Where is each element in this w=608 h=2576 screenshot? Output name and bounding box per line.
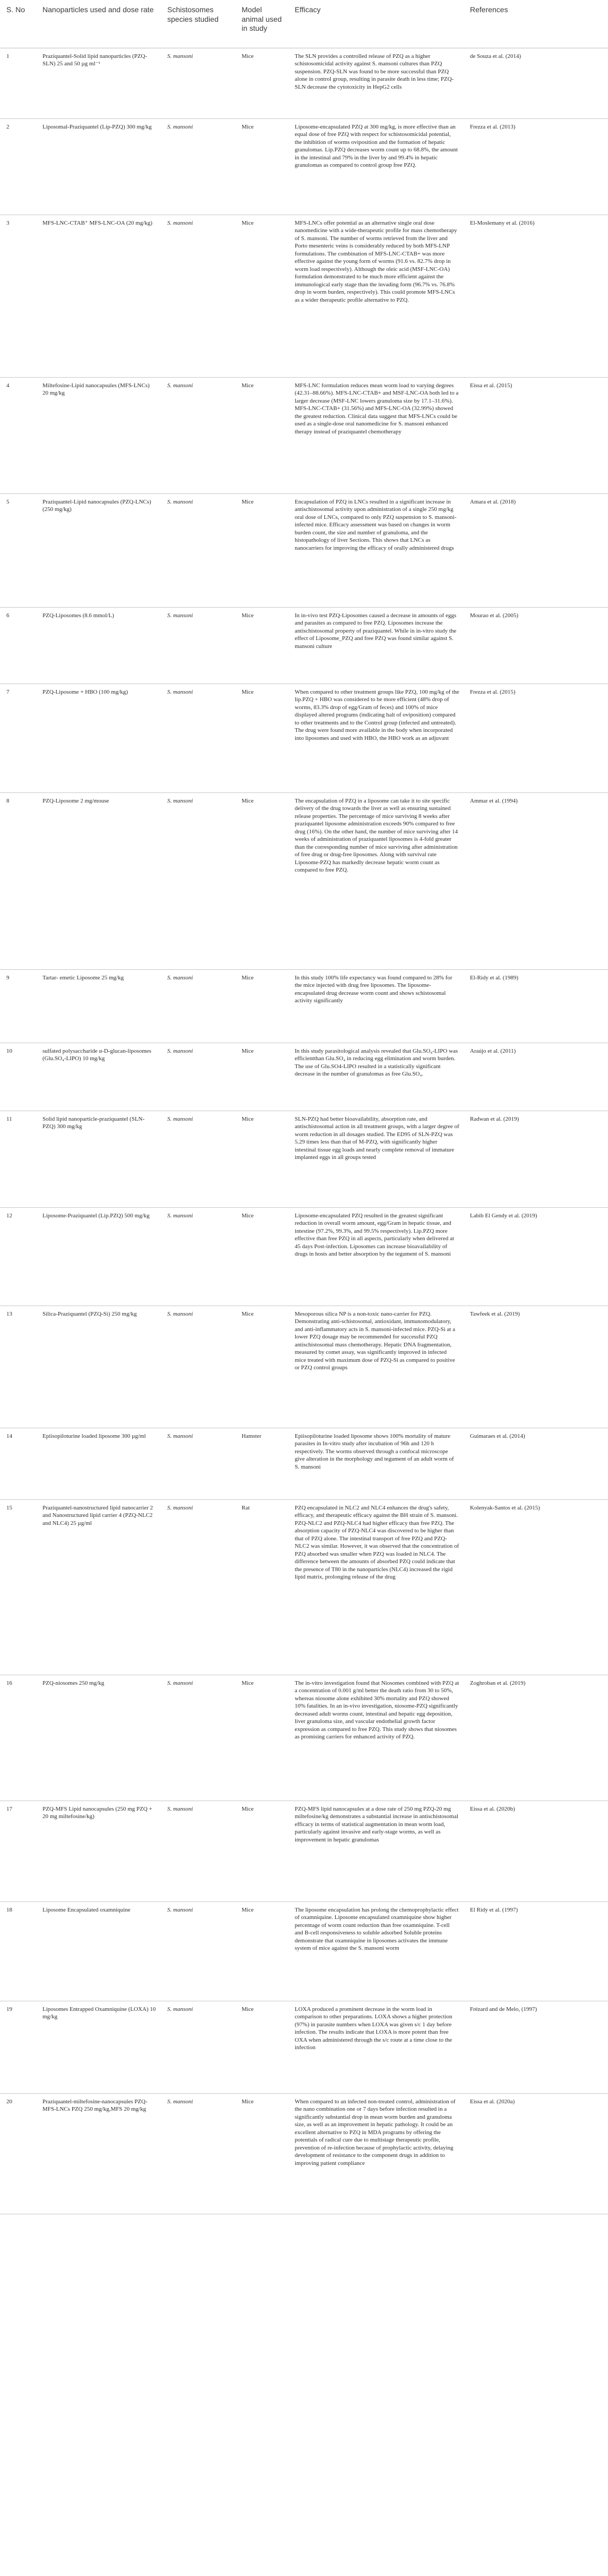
header-nanoparticles: Nanoparticles used and dose rate <box>36 0 161 48</box>
row-number: 16 <box>0 1675 36 1801</box>
reference-cell: Frézard and de Melo, (1997) <box>464 2001 608 2093</box>
species-cell: S. mansoni <box>161 1901 235 2001</box>
species-cell: S. mansoni <box>161 2001 235 2093</box>
nanoparticle-cell: Liposome Encapsulated oxamniquine <box>36 1901 161 2001</box>
model-cell: Rat <box>235 1499 288 1675</box>
reference-cell: Tawfeek et al. (2019) <box>464 1306 608 1428</box>
model-cell: Mice <box>235 792 288 969</box>
model-cell: Mice <box>235 1207 288 1306</box>
model-cell: Mice <box>235 377 288 493</box>
row-number: 9 <box>0 969 36 1043</box>
efficacy-cell: In this study 100% life expectancy was found compared to 28% for the mice injected with drug free liposomes. The liposome-encapsulated drug decrease worm count and shows schistosomal activity significantly <box>288 969 464 1043</box>
table-row <box>0 2093 608 2214</box>
row-number: 1 <box>0 48 36 118</box>
efficacy-cell: Liposome-encapsulated PZQ at 300 mg/kg, is more effective than an equal dose of free PZQ with respect for schistosomicidal potential, the inhibition of worms oviposition and the formation of hepatic granulomas. Lip.PZQ decreases worm count up to 68.8%, the amount in the intestinal and 79% in the liver by and 99.4% in hepatic granulomas as compared to control group free PZQ. <box>288 118 464 215</box>
efficacy-cell: PZQ-MFS lipid nanocapsules at a dose rate of 250 mg PZQ-20 mg miltefosine/kg demonstrates a substantial increase in antischistosomal efficacy in terms of statistical augmentation in mean worm load, particularly against invasive and early-stage worms, as well as improvement in hepatic granulomas <box>288 1801 464 1901</box>
table-row <box>0 48 608 118</box>
model-cell: Mice <box>235 118 288 215</box>
row-number: 15 <box>0 1499 36 1675</box>
row-number: 3 <box>0 215 36 377</box>
row-number: 11 <box>0 1111 36 1207</box>
efficacy-cell: Epiisopiloturine loaded liposome shows 100% mortality of mature parasites in In-vitro study after incubation of 96h and 120 h respectively. The worms observed through a confocal microscope give alteration in the morphology and tegument of an adult worm of S. mansoni <box>288 1428 464 1499</box>
nanoparticle-cell: PZQ-Liposome 2 mg/mouse <box>36 792 161 969</box>
model-cell: Mice <box>235 1043 288 1111</box>
nanoparticle-cell: Praziquantel-Solid lipid nanoparticles (PZQ-SLN) 25 and 50 µg ml⁻¹ <box>36 48 161 118</box>
efficacy-cell: When compared to an infected non-treated control, administration of the nano combination one or 7 days before infection resulted in a significantly substantial drop in mean worm burden and granuloma size, as well as an improvement in hepatic pathology. It could be an excellent alternative to PZQ in MDA programs by offering the potentials of radical cure due to multistage therapeutic profile, prevention of re-infection because of prophylactic activity, delaying development of resistance to the component drugs in addition to improving patient compliance <box>288 2093 464 2214</box>
reference-cell: El-Moslemany et al. (2016) <box>464 215 608 377</box>
table-row <box>0 1675 608 1801</box>
species-cell: S. mansoni <box>161 1675 235 1801</box>
nanoparticle-cell: Liposomal-Praziquantel (Lip-PZQ) 300 mg/kg <box>36 118 161 215</box>
reference-cell: El-Ridy et al. (1989) <box>464 969 608 1043</box>
nanoparticle-cell: PZQ-Liposomes (8.6 mmol/L) <box>36 607 161 684</box>
table-row <box>0 684 608 792</box>
species-cell: S. mansoni <box>161 684 235 792</box>
row-number: 5 <box>0 493 36 607</box>
model-cell: Mice <box>235 684 288 792</box>
row-number: 19 <box>0 2001 36 2093</box>
table-row <box>0 792 608 969</box>
nanoparticle-cell: Solid lipid nanoparticle-praziquantel (SLN-PZQ) 300 mg/kg <box>36 1111 161 1207</box>
efficacy-cell: Encapsulation of PZQ in LNCs resulted in a significant increase in antischistosomal activity upon administration of a single 250 mg/kg oral dose of LNCs, compared to only PZQ suspension to S. mansoni-infected mice. Efficacy assessment was based on changes in worm burden count, the size and number of granuloma, and the histopathology of liver Sections. This shows that LNCs as nanocarriers for improving the efficacy of orally administered drugs <box>288 493 464 607</box>
reference-cell: Kolenyak-Santos et al. (2015) <box>464 1499 608 1675</box>
species-cell: S. mansoni <box>161 792 235 969</box>
table-row <box>0 1428 608 1499</box>
efficacy-cell: The liposome encapsulation has prolong the chemoprophylactic effect of oxamniquine. Liposome encapsulated oxamniquine show higher percentage of worm count reduction than free oxamniquine. T-cell and B-cell responsiveness to soluble adsorbed Soluble proteins demonstrate that oxamniquine in liposomes activates the immune system of mice against the S. mansoni worm <box>288 1901 464 2001</box>
efficacy-cell: In this study parasitological analysis revealed that Glu.SO₄-LIPO was efficientthan Glu.SO₄ in reducing egg elimination and worm burden. The use of Glu.SO4-LIPO resulted in a statistically significant decrease in the number of granulomas as free Glu.SO₄. <box>288 1043 464 1111</box>
species-cell: S. mansoni <box>161 1207 235 1306</box>
nanoparticle-cell: MFS-LNC-CTAB⁺ MFS-LNC-OA (20 mg/kg) <box>36 215 161 377</box>
efficacy-cell: When compared to other treatment groups like PZQ, 100 mg/kg of the lip.PZQ + HBO was considered to be more efficient (48% drop of worms, 83.3% drop of egg/Gram of feces) and 100% of mice displayed altered programs (indicating halt of oviposition) compared to other treatments and to the Control group (infected and untreated). The drug were found more available in the body when incorporated into liposomes and used with HBO, the HBO work as an adjuvant <box>288 684 464 792</box>
species-cell: S. mansoni <box>161 1306 235 1428</box>
row-number: 13 <box>0 1306 36 1428</box>
table-row <box>0 493 608 607</box>
table-row <box>0 118 608 215</box>
row-number: 12 <box>0 1207 36 1306</box>
efficacy-cell: The encapsulation of PZQ in a liposome can take it to site specific delivery of the drug towards the liver as well as ensuring sustained release properties. The percentage of mice surviving 8 weeks after praziquantel liposome administration exceeds 90% compared to free drug (16%). On the other hand, the number of mice surviving after 14 weeks of administration of praziquantel liposomes is 4-fold greater than the corresponding number of mice surviving after administration of free drug or drug-free liposomes. Along with survival rate Liposome-PZQ has markedly decrease hepatic worm count as compared to free PZQ. <box>288 792 464 969</box>
species-cell: S. mansoni <box>161 1801 235 1901</box>
reference-cell: Radwan et al. (2019) <box>464 1111 608 1207</box>
model-cell: Mice <box>235 2093 288 2214</box>
reference-cell: Mourao et al. (2005) <box>464 607 608 684</box>
efficacy-cell: Mesoporous silica NP is a non-toxic nano-carrier for PZQ. Demonstrating anti-schistosomal, antioxidant, immunomodulatory, and anti-inflammatory acts in S. mansoni-infected mice. PZQ-Si at a lower PZQ dosage may be recommended for successful PZQ antischistosomal mass chemotherapy. Hepatic DNA fragmentation, measured by comet assay, was significantly improved in infected mice treated with maximum dose of PZQ-Si as compared to positive or PZQ control groups <box>288 1306 464 1428</box>
nanoparticle-cell: Silica-Praziquantel (PZQ-Si) 250 mg/kg <box>36 1306 161 1428</box>
reference-cell: Eissa et al. (2015) <box>464 377 608 493</box>
table-row <box>0 215 608 377</box>
table-row <box>0 969 608 1043</box>
species-cell: S. mansoni <box>161 607 235 684</box>
efficacy-cell: The SLN provides a controlled release of PZQ as a higher schistosomicidal activity against S. mansoni cultures than PZQ suspension. PZQ-SLN was found to be more successful than PZQ alone in control group, resulting in parasite death in less time; PZQ-SLN decrease the cytotoxicity in HepG2 cells <box>288 48 464 118</box>
row-number: 6 <box>0 607 36 684</box>
row-number: 2 <box>0 118 36 215</box>
model-cell: Mice <box>235 1901 288 2001</box>
model-cell: Mice <box>235 1306 288 1428</box>
table-header-row <box>0 0 608 48</box>
efficacy-cell: MFS-LNCs offer potential as an alternative single oral dose nanomedicine with a wide-therapeutic profile for mass chemotherapy of S. mansoni. The number of worms retrieved from the liver and Porto mesenteric veins is considerably reduced by both MFS-LNP formulations. The combination of MFS-LNC-CTAB+ was more effective against the young form of worms (91.6 vs. 82.7% drop in worm load respectively). Although the oleic acid (MSF-LNC-OA) formulation demonstrated to be much more efficient against the immunological early stage than the invading form (96.7% vs. 76.8% drop in worm burden, respectively). This could promote MFS-LNCs as a wider therapeutic profile alternative to PZQ. <box>288 215 464 377</box>
nanoparticle-cell: Praziquantel-Lipid nanocapsules (PZQ-LNCs) (250 mg/kg) <box>36 493 161 607</box>
nanoparticle-cell: sulfated polysaccharide α-D-glucan-liposomes (Glu.SO₄-LIPO) 10 mg/kg <box>36 1043 161 1111</box>
species-cell: S. mansoni <box>161 969 235 1043</box>
reference-cell: Araújo et al. (2011) <box>464 1043 608 1111</box>
row-number: 10 <box>0 1043 36 1111</box>
nanoparticle-cell: PZQ-Liposome + HBO (100 mg/kg) <box>36 684 161 792</box>
reference-cell: Guimaraes et al. (2014) <box>464 1428 608 1499</box>
row-number: 14 <box>0 1428 36 1499</box>
efficacy-cell: MFS-LNC formulation reduces mean worm load to varying degrees (42.31–88.66%). MFS-LNC-CTAB+ and MSF-LNC-OA both led to a larger decrease (MSF-LNC lowers granuloma size by 17.1–31.6%). MFS-LNC-CTAB+ (31.56%) and MFS-LNC-OA (32.99%) showed the greatest reduction. Clinical data suggest that MFS-LNCs could be used as a single-dose oral nanomedicine for S. mansoni enhanced therapy instead of praziquantel chemotherapy <box>288 377 464 493</box>
row-number: 7 <box>0 684 36 792</box>
reference-cell: Amara et al. (2018) <box>464 493 608 607</box>
row-number: 18 <box>0 1901 36 2001</box>
reference-cell: Frezza et al. (2015) <box>464 684 608 792</box>
table-row <box>0 1207 608 1306</box>
species-cell: S. mansoni <box>161 48 235 118</box>
species-cell: S. mansoni <box>161 493 235 607</box>
model-cell: Mice <box>235 48 288 118</box>
efficacy-cell: SLN-PZQ had better bioavailability, absorption rate, and antischistosomal action in all treatment groups, with a larger degree of worm reduction in all dosages studied. The ED95 of SLN-PZQ was 5.29 times less than that of M-PZQ, with significantly higher intestinal tissue egg loads and nearly complete removal of immature implanted eggs in all groups tested <box>288 1111 464 1207</box>
model-cell: Mice <box>235 493 288 607</box>
nanoparticle-cell: Liposomes Entrapped Oxamniquine (LOXA) 10 mg/kg <box>36 2001 161 2093</box>
nanoparticle-cell: Miltefosine-Lipid nanocapsules (MFS-LNCs) 20 mg/kg <box>36 377 161 493</box>
table-row <box>0 1111 608 1207</box>
model-cell: Mice <box>235 215 288 377</box>
reference-cell: Labib El Gendy et al. (2019) <box>464 1207 608 1306</box>
table-row <box>0 1043 608 1111</box>
header-sno: S. No <box>0 0 36 48</box>
species-cell: S. mansoni <box>161 377 235 493</box>
model-cell: Mice <box>235 1111 288 1207</box>
model-cell: Mice <box>235 1675 288 1801</box>
reference-cell: El Ridy et al. (1997) <box>464 1901 608 2001</box>
row-number: 4 <box>0 377 36 493</box>
model-cell: Mice <box>235 969 288 1043</box>
nanoparticle-cell: Liposome-Praziquantel (Lip.PZQ) 500 mg/kg <box>36 1207 161 1306</box>
model-cell: Mice <box>235 1801 288 1901</box>
header-model: Model animal used in study <box>235 0 288 48</box>
species-cell: S. mansoni <box>161 1043 235 1111</box>
efficacy-cell: Liposome-encapsulated PZQ resulted in the greatest significant reduction in overall worm amount, egg/Gram in hepatic tissue, and intestine (97.2%, 99.3%, and 99.5% respectively). Lip.PZQ more effective than free PZQ in all aspects, particularly when delivered at 45 days Post-infection. Liposomes can increase bioavailability of drugs in hosts and better absorption by the tegument of S. mansoni <box>288 1207 464 1306</box>
header-references: References <box>464 0 608 48</box>
nanoparticle-cell: Praziquantel-nanostructured lipid nanocarrier 2 and Nanostructured lipid carrier 4 (PZQ-NLC2 and NLC4) 25 µg/ml <box>36 1499 161 1675</box>
species-cell: S. mansoni <box>161 1428 235 1499</box>
table-row <box>0 2001 608 2093</box>
reference-cell: Eissa et al. (2020a) <box>464 2093 608 2214</box>
row-number: 17 <box>0 1801 36 1901</box>
reference-cell: Frezza et al. (2013) <box>464 118 608 215</box>
efficacy-cell: The in-vitro investigation found that Niosomes combined with PZQ at a concentration of 0.001 g/ml better the death ratio from 30 to 50%, whereas niosome alone exhibited 30% mortality and PZQ showed 10% fatalities. In an in-vivo investigation, niosome-PZQ significantly decreased adult worms count, intestinal and hepatic egg deposition, liver granuloma size, and vascular endothelial growth factor expression as compared to free PZQ. This study shows that niosomes as promising carriers for enhanced activity of PZQ. <box>288 1675 464 1801</box>
table-row <box>0 1499 608 1675</box>
nanoparticle-cell: Epiisopiloturine loaded liposome 300 µg/ml <box>36 1428 161 1499</box>
efficacy-cell: In in-vivo test PZQ-Liposomes caused a decrease in amounts of eggs and parasites as compared to free PZQ. Liposomes increase the antischistosomal property of praziquantel. While in in-vitro study the effect of Liposome_PZQ and free PZQ was found similar against S. mansoni culture <box>288 607 464 684</box>
table-row <box>0 607 608 684</box>
header-species: Schistosomes species studied <box>161 0 235 48</box>
table-row <box>0 1901 608 2001</box>
reference-cell: Eissa et al. (2020b) <box>464 1801 608 1901</box>
species-cell: S. mansoni <box>161 1111 235 1207</box>
table-row <box>0 1306 608 1428</box>
model-cell: Mice <box>235 607 288 684</box>
table-row <box>0 1801 608 1901</box>
model-cell: Hamster <box>235 1428 288 1499</box>
nanoparticle-cell: PZQ-MFS Lipid nanocapsules (250 mg PZQ + 20 mg miltefosine/kg) <box>36 1801 161 1901</box>
reference-cell: Zoghroban et al. (2019) <box>464 1675 608 1801</box>
efficacy-cell: PZQ encapsulated in NLC2 and NLC4 enhances the drug's safety, efficacy, and therapeutic efficacy against the BH strain of S. mansoni. PZQ-NLC2 and PZQ-NLC4 had higher efficacy than free PZQ. The absorption capacity of PZQ-NLC4 was discovered to be higher than that of PZQ alone. The intestinal transport of free PZQ and PZQ-NLC2 was similar. However, it was observed that the concentration of PZQ absorbed was smaller when PZQ was loaded in NLC4. The difference between the amounts of absorbed PZQ could indicate that the presence of T80 in the nanoparticles (NLC4) increased the rigid lipid matrix, prolonging release of the drug <box>288 1499 464 1675</box>
nanoparticle-cell: PZQ-niosomes 250 mg/kg <box>36 1675 161 1801</box>
nanoparticle-cell: Tartar- emetic Liposome 25 mg/kg <box>36 969 161 1043</box>
table-row <box>0 377 608 493</box>
reference-cell: Ammar et al. (1994) <box>464 792 608 969</box>
efficacy-cell: LOXA produced a prominent decrease in the worm load in comparison to other preparations. LOXA shows a higher protection (97%) in parasite numbers when LOXA was given s/c 1 day before infection. The results indicate that LOXA is more potent than free OXA when administered through the s/c route at a time close to the infection <box>288 2001 464 2093</box>
species-cell: S. mansoni <box>161 215 235 377</box>
header-efficacy: Efficacy <box>288 0 464 48</box>
species-cell: S. mansoni <box>161 2093 235 2214</box>
row-number: 20 <box>0 2093 36 2214</box>
reference-cell: de Souza et al. (2014) <box>464 48 608 118</box>
row-number: 8 <box>0 792 36 969</box>
species-cell: S. mansoni <box>161 118 235 215</box>
nanoparticle-cell: Praziquantel-miltefosine-nanocapsules PZQ-MFS-LNCs PZQ 250 mg/kg,MFS 20 mg/kg <box>36 2093 161 2214</box>
species-cell: S. mansoni <box>161 1499 235 1675</box>
model-cell: Mice <box>235 2001 288 2093</box>
